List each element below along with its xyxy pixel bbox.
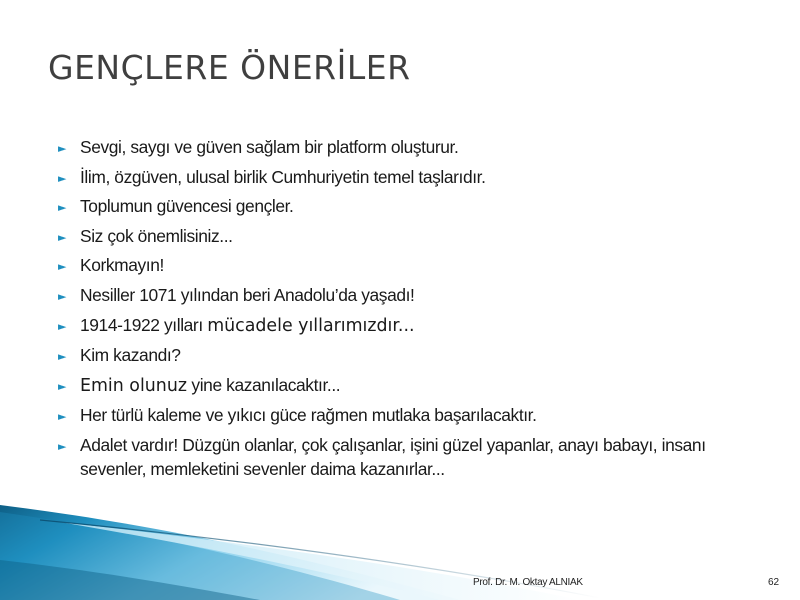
page-number: 62 (768, 577, 780, 588)
bullet-text: İlim, özgüven, ulusal birlik Cumhuriyetin temel taşlarıdır. (80, 166, 486, 187)
triangle-bullet-icon: ► (58, 230, 67, 244)
bullet-text: Nesiller 1071 yılından beri Anadolu’da yaşadı! (80, 284, 415, 305)
triangle-bullet-icon: ► (58, 319, 67, 333)
bullet-item (58, 343, 758, 367)
triangle-bullet-icon: ► (58, 201, 67, 215)
bullet-item (58, 433, 758, 481)
bullet-text-part: mücadele yıllarımızdır... (207, 315, 415, 336)
slide-title: GENÇLERE ÖNERİLER (48, 48, 411, 87)
triangle-bullet-icon: ► (58, 260, 67, 274)
triangle-bullet-icon: ► (58, 350, 67, 364)
triangle-bullet-icon: ► (58, 142, 67, 155)
bullet-item (58, 373, 758, 398)
bullet-text: Sevgi, saygı ve güven sağlam bir platform oluşturur. (80, 137, 459, 157)
bullet-item (58, 403, 758, 427)
bullet-item (58, 224, 758, 248)
bullet-text: Her türlü kaleme ve yıkıcı güce rağmen mutlaka başarılacaktır. (80, 405, 537, 426)
bullet-item (58, 253, 758, 277)
bullet-text: Kim kazandı? (80, 345, 181, 366)
bullet-text: Korkmayın! (80, 255, 164, 276)
bullet-item (58, 135, 758, 159)
bullet-text: Adalet vardır! Düzgün olanlar, çok çalışanlar, işini güzel yapanlar, anayı babayı, insanı sevenler, memleketini sevenler daima kazanırlar... (80, 434, 706, 479)
bullet-item (58, 313, 758, 338)
triangle-bullet-icon: ► (58, 289, 67, 303)
bullet-text-part: 1914-1922 yılları (80, 314, 208, 335)
bullet-list (58, 135, 758, 487)
triangle-bullet-icon: ► (58, 171, 67, 185)
bullet-text: Siz çok önemlisiniz... (80, 225, 233, 246)
triangle-bullet-icon: ► (58, 439, 67, 453)
bullet-item (58, 283, 758, 307)
bullet-item (58, 194, 758, 218)
bullet-text-part: Emin olunuz (80, 375, 187, 396)
footer-author: Prof. Dr. M. Oktay ALNIAK (473, 577, 583, 588)
bullet-text: Toplumun güvencesi gençler. (80, 196, 294, 217)
triangle-bullet-icon: ► (58, 410, 67, 424)
bullet-item (58, 165, 758, 189)
triangle-bullet-icon: ► (58, 379, 67, 393)
bullet-text-part: yine kazanılacaktır... (186, 374, 341, 395)
